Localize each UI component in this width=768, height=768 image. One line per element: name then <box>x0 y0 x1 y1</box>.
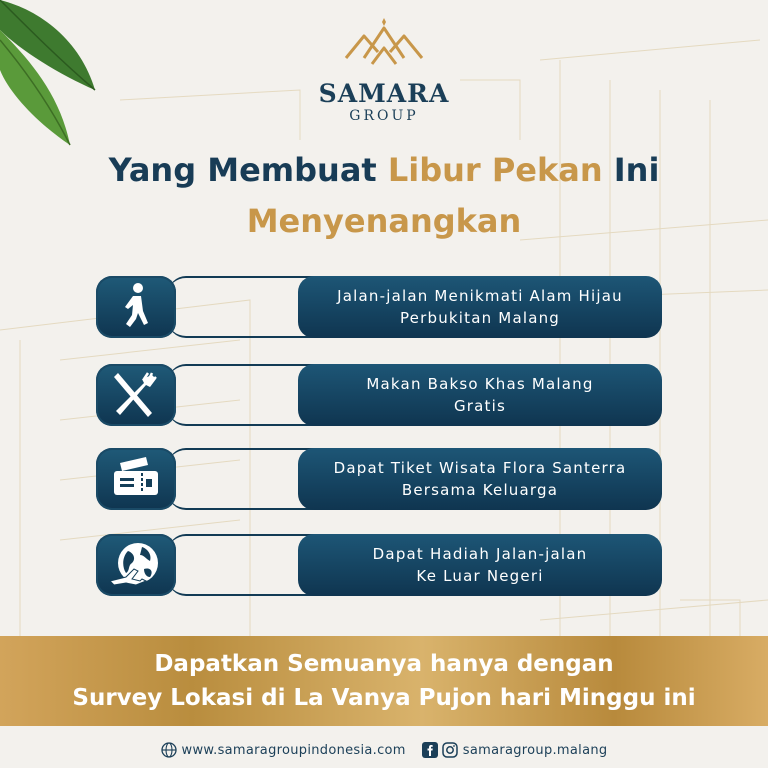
benefit-item-walking <box>96 274 662 342</box>
headline-text-c: Ini <box>602 151 660 189</box>
item-text-line-1: Dapat Tiket Wisata Flora Santerra <box>333 459 627 477</box>
social-text: samaragroup.malang <box>462 742 608 758</box>
headline-highlight: Libur Pekan <box>387 151 603 189</box>
item-text-line-1: Jalan-jalan Menikmati Alam Hijau <box>337 287 623 305</box>
benefit-item-food <box>96 362 662 430</box>
item-icon-box <box>96 448 176 510</box>
social-handle[interactable] <box>422 742 608 758</box>
item-icon-box <box>96 364 176 426</box>
footer <box>0 738 768 762</box>
globe-icon <box>161 742 177 758</box>
instagram-icon <box>442 742 458 758</box>
roof-logo-icon <box>342 18 426 78</box>
benefit-item-travel <box>96 532 662 600</box>
brand-name: SAMARA <box>318 79 450 108</box>
headline-line-2: Menyenangkan <box>246 202 522 240</box>
benefit-item-ticket <box>96 446 662 514</box>
website-text: www.samaragroupindonesia.com <box>181 742 406 758</box>
item-text-pill <box>298 276 662 338</box>
item-icon-box <box>96 534 176 596</box>
fork-knife-icon <box>106 367 166 423</box>
headline-line-1 <box>0 150 768 190</box>
item-text-line-1: Dapat Hadiah Jalan-jalan <box>372 545 588 563</box>
headline-text-a: Yang Membuat <box>108 151 388 189</box>
website-link[interactable] <box>161 742 406 758</box>
ticket-icon <box>106 451 166 507</box>
item-text-pill <box>298 448 662 510</box>
globe-plane-icon <box>106 537 166 593</box>
item-text-pill <box>298 364 662 426</box>
item-icon-box <box>96 276 176 338</box>
banner-line-2: Survey Lokasi di La Vanya Pujon hari Minggu ini <box>72 685 696 711</box>
item-text-line-2: Ke Luar Negeri <box>416 567 544 585</box>
facebook-icon <box>422 742 438 758</box>
brand-subtitle: GROUP <box>349 108 419 124</box>
walking-person-icon <box>106 279 166 335</box>
item-text-line-1: Makan Bakso Khas Malang <box>366 375 594 393</box>
samara-group-logo <box>0 18 768 124</box>
item-text-line-2: Gratis <box>453 397 507 415</box>
banner-line-1: Dapatkan Semuanya hanya dengan <box>154 651 614 677</box>
item-text-line-2: Perbukitan Malang <box>399 309 561 327</box>
call-to-action-banner <box>0 636 768 726</box>
item-text-pill <box>298 534 662 596</box>
item-text-line-2: Bersama Keluarga <box>401 481 559 499</box>
